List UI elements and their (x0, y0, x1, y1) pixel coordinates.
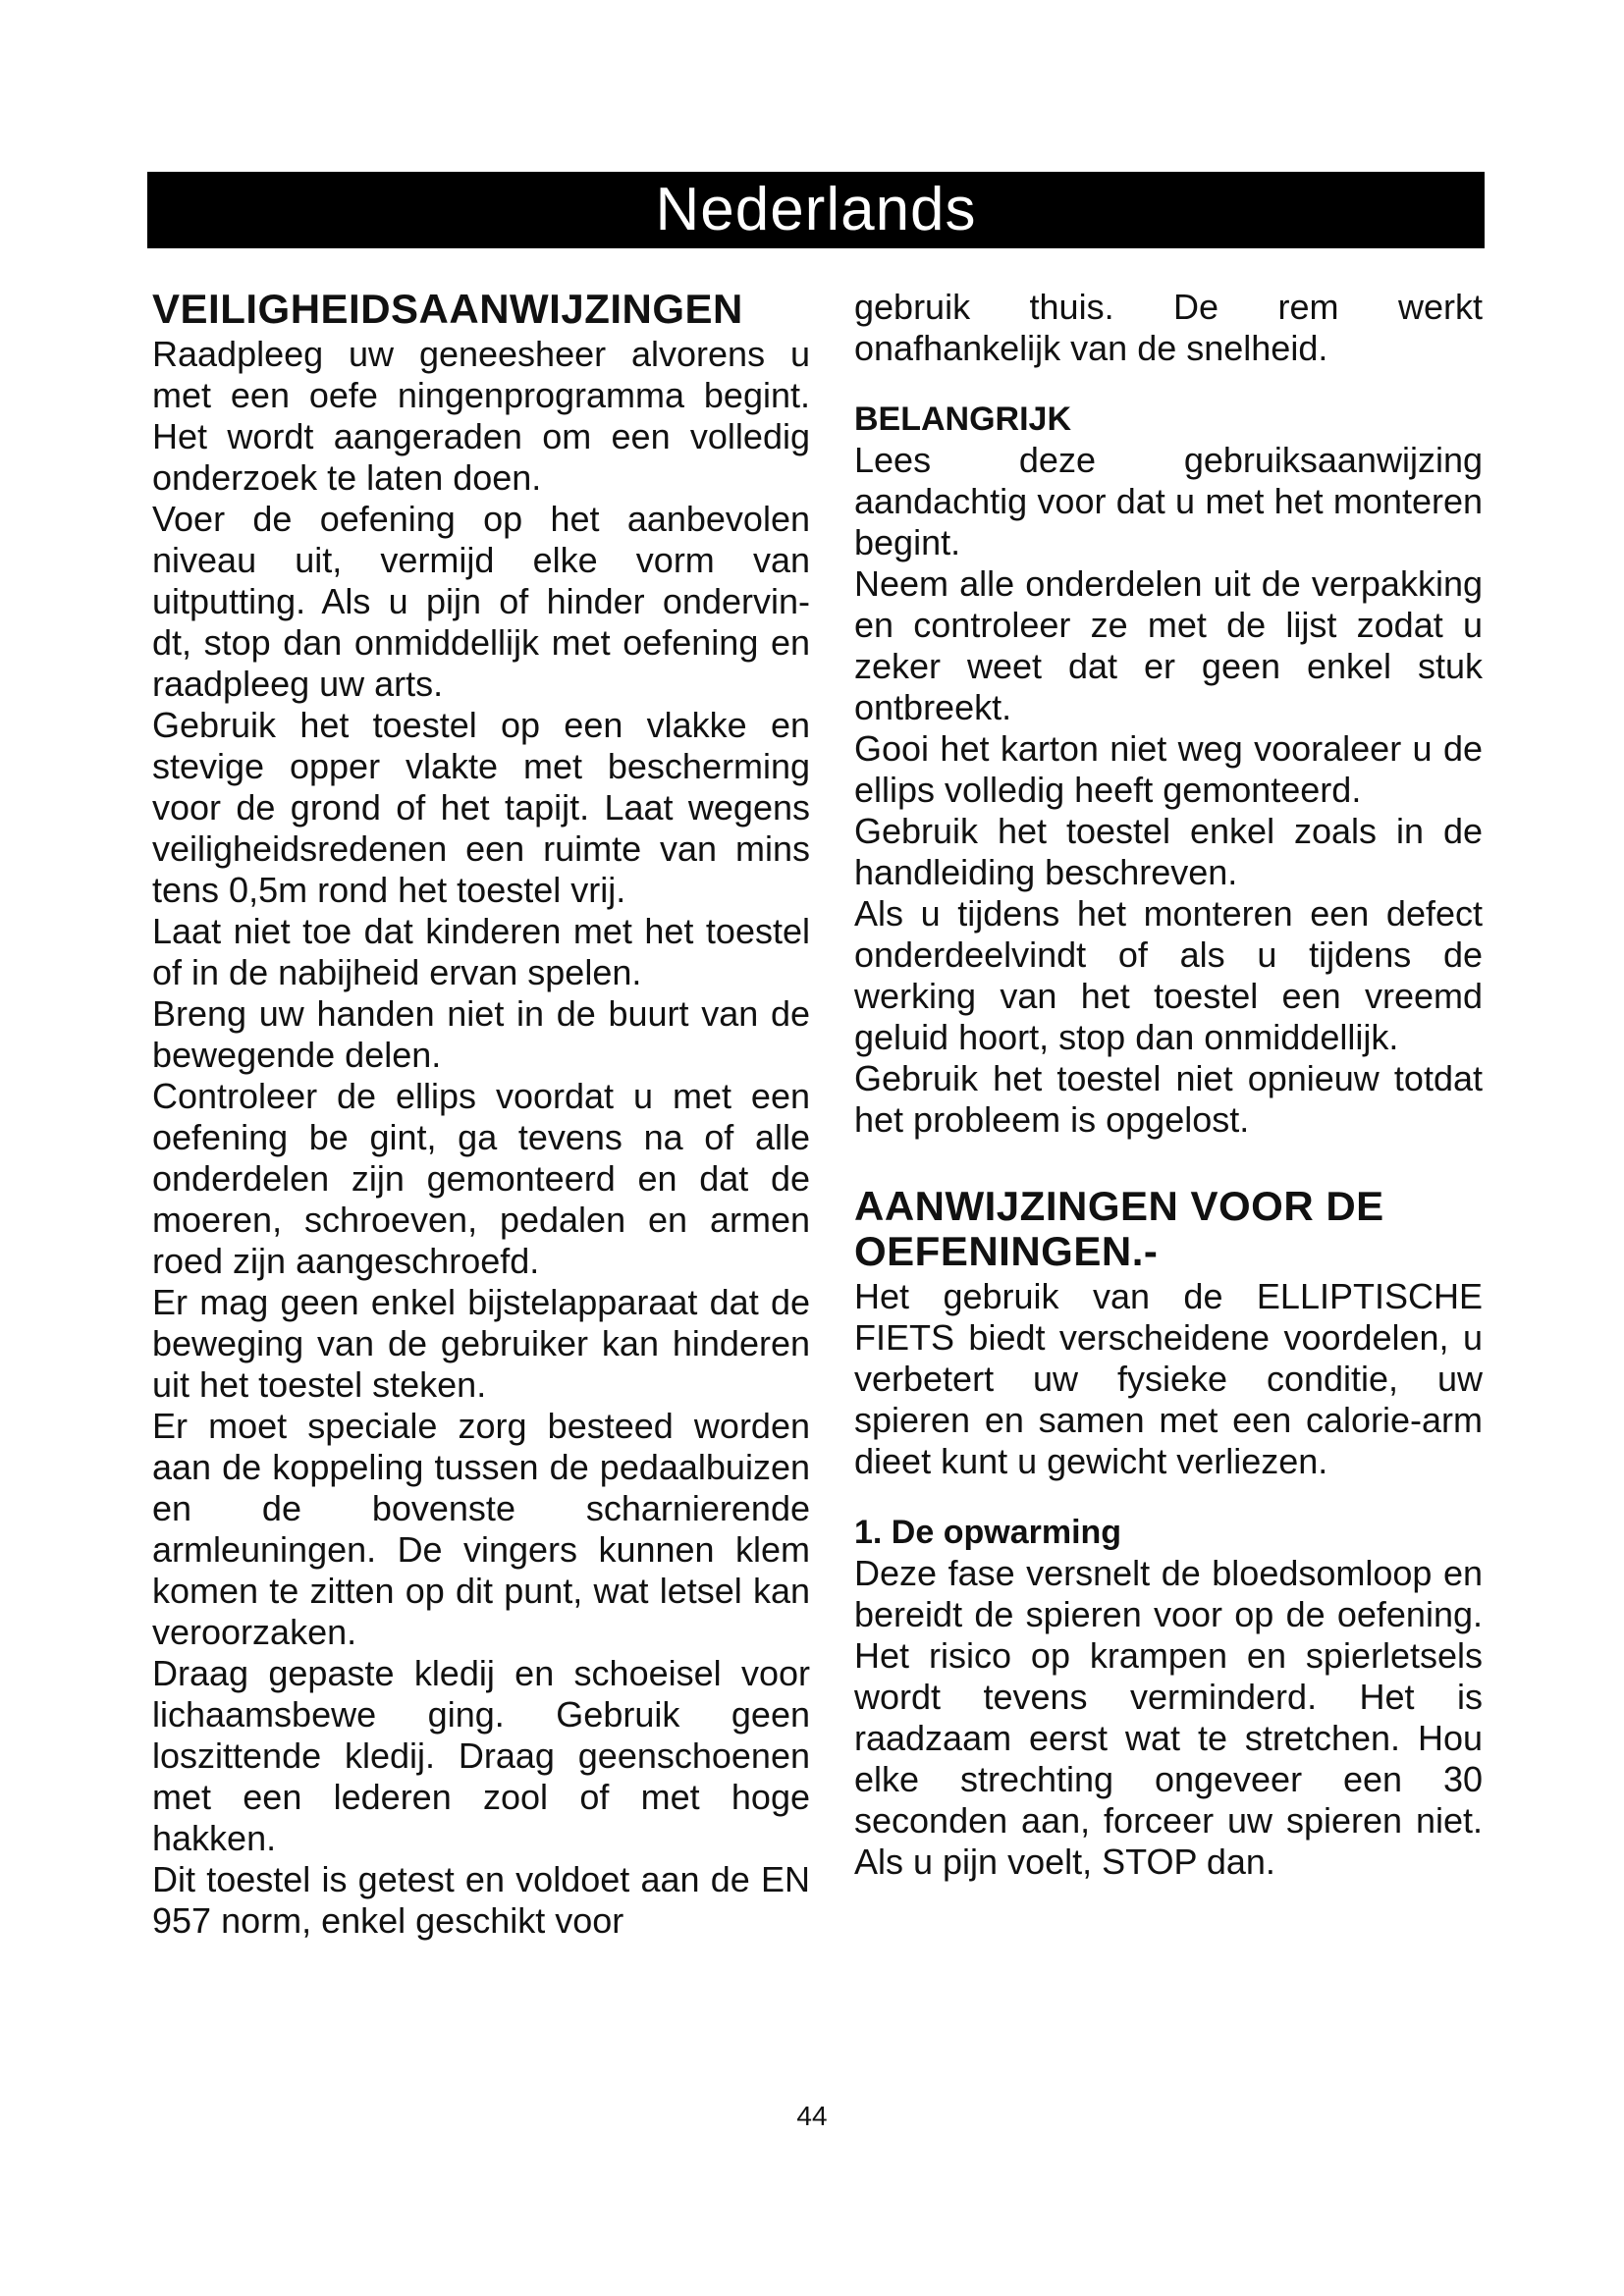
safety-paragraph-6: Controleer de ellips voordat u met een oefening be gint, ga tevens na of alle onderdelen zijn gemonteerd en dat de moeren, schroeven, pedalen en armen roed zijn aangeschroefd. (152, 1076, 810, 1281)
left-column (152, 287, 810, 1942)
important-paragraph-6: Gebruik het toestel niet opnieuw totdat het probleem is opgelost. (854, 1058, 1483, 1140)
safety-paragraph-8: Er moet speciale zorg besteed worden aan de koppeling tussen de pedaalbuizen en de bovenste scharnierende armleuningen. De vingers kunnen klem komen te zitten op dit punt, wat letsel kan veroorzaken. (152, 1406, 810, 1652)
exercise-intro-paragraph: Het gebruik van de ELLIPTISCHE FIETS biedt verscheidene voordelen, u verbetert uw fysieke conditie, uw spieren en samen met een calorie-arm dieet kunt u gewicht verliezen. (854, 1276, 1483, 1481)
language-banner (147, 172, 1485, 248)
safety-paragraph-5: Breng uw handen niet in de buurt van de bewegende delen. (152, 993, 810, 1075)
safety-heading: VEILIGHEIDSAANWIJZINGEN (152, 286, 743, 332)
important-paragraph-5: Als u tijdens het monteren een defect onderdeelvindt of als u tijdens de werking van het toestel een vreemd geluid hoort, stop dan onmiddellijk. (854, 893, 1483, 1057)
important-paragraph-4: Gebruik het toestel enkel zoals in de handleiding beschreven. (854, 811, 1483, 892)
exercise-section-heading: AANWIJZINGEN VOOR DE OEFENINGEN.- (854, 1183, 1384, 1274)
banner-title: Nederlands (655, 176, 977, 243)
safety-paragraph-3: Gebruik het toestel op een vlakke en stevige opper vlakte met bescherming voor de grond of het tapijt. Laat wegens veiligheidsredenen een ruimte van mins tens 0,5m rond het toestel vrij. (152, 705, 810, 910)
page-number: 44 (796, 2101, 828, 2131)
safety-paragraph-7: Er mag geen enkel bijstelapparaat dat de beweging van de gebruiker kan hinderen uit het toestel steken. (152, 1282, 810, 1405)
safety-paragraph-4: Laat niet toe dat kinderen met het toestel of in de nabijheid ervan spelen. (152, 911, 810, 992)
warmup-paragraph: Deze fase versnelt de bloedsomloop en bereidt de spieren voor op de oefening. Het risico op krampen en spierletsels wordt tevens verminderd. Het is raadzaam eerst wat te stretchen. Hou elke strechting ongeveer een 30 seconden aan, forceer uw spieren niet. Als u pijn voelt, STOP dan. (854, 1553, 1483, 1882)
important-heading: BELANGRIJK (854, 400, 1072, 438)
safety-paragraph-2: Voer de oefening op het aanbevolen niveau uit, vermijd elke vorm van uitputting. Als u pijn of hinder ondervin- dt, stop dan onmiddellijk met oefening en raadpleeg uw arts. (152, 499, 810, 704)
safety-paragraph-1: Raadpleeg uw geneesheer alvorens u met een oefe ningenprogramma begint. Het wordt aangeraden om een volledig onderzoek te laten doen. (152, 334, 810, 498)
continuation-paragraph: gebruik thuis. De rem werkt onafhankelijk van de snelheid. (854, 287, 1483, 368)
important-paragraph-2: Neem alle onderdelen uit de verpakking en controleer ze met de lijst zodat u zeker weet dat er geen enkel stuk ontbreekt. (854, 563, 1483, 727)
important-paragraph-1: Lees deze gebruiksaanwijzing aandachtig voor dat u met het monteren begint. (854, 440, 1483, 562)
safety-paragraph-10: Dit toestel is getest en voldoet aan de EN 957 norm, enkel geschikt voor (152, 1859, 810, 1941)
important-paragraph-3: Gooi het karton niet weg vooraleer u de ellips volledig heeft gemonteerd. (854, 728, 1483, 810)
safety-paragraph-9: Draag gepaste kledij en schoeisel voor lichaamsbewe ging. Gebruik geen loszittende kledij. Draag geenschoenen met een lederen zool of met hoge hakken. (152, 1653, 810, 1858)
right-column (854, 287, 1483, 1883)
warmup-heading: 1. De opwarming (854, 1514, 1122, 1551)
